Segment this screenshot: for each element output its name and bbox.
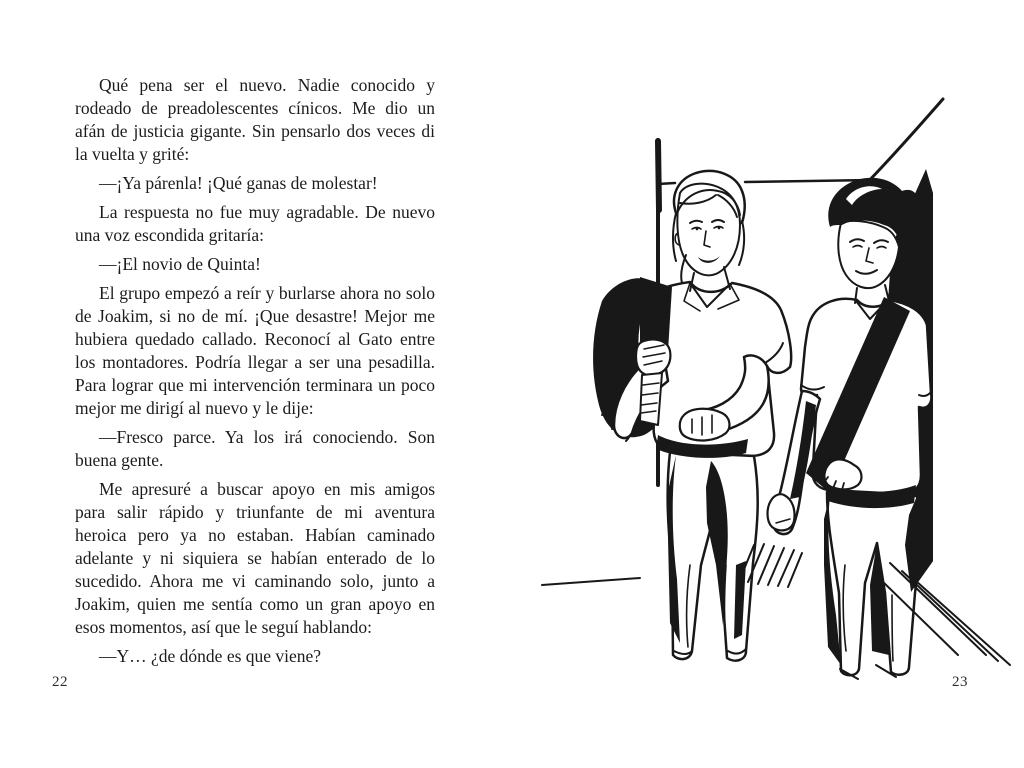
paragraph-dialogue: —Fresco parce. Ya los irá conociendo. Son buena gente. — [75, 427, 435, 470]
paragraph-narration: Me apresuré a buscar apoyo en mis amigos para salir rápido y triunfante de mi aventura heroica pero ya no estaban. Habían caminado adelante y ni siquiera se habían enterado de lo sucedido. Ahora me vi caminando solo, junto a Joakim, quien me sentía como un gran apoyo en esos momentos, así que le seguí hablando: — [75, 479, 435, 637]
paragraph-narration: Qué pena ser el nuevo. Nadie conocido y rodeado de preadolescentes cínicos. Me dio un afán de justicia gigante. Sin pensarlo dos veces di la vuelta y grité: — [75, 75, 435, 164]
paragraph-narration: El grupo empezó a reír y burlarse ahora no solo de Joakim, si no de mí. ¡Que desastre! Mejor me hubiera quedado callado. Reconocí al Gato entre los montadores. Podría llegar a ser una pesadilla. Para lograr que mi intervención terminara un poco mejor me dirigí al nuevo y le dije: — [75, 283, 435, 418]
page-number-left: 22 — [52, 674, 68, 690]
dark-haired-boy — [768, 178, 934, 675]
paragraph-dialogue: —¡El novio de Quinta! — [99, 254, 261, 274]
page-text — [75, 74, 435, 674]
floor-lines — [542, 544, 1010, 679]
paragraph-narration: La respuesta no fue muy agradable. De nuevo una voz escondida gritaría: — [75, 202, 435, 245]
illustration-two-boys — [540, 95, 1020, 680]
blond-boy — [593, 171, 791, 661]
paragraph-dialogue: —Y… ¿de dónde es que viene? — [99, 646, 322, 666]
paragraph-dialogue: —¡Ya párenla! ¡Qué ganas de molestar! — [99, 173, 378, 193]
page-number-right: 23 — [952, 674, 968, 690]
